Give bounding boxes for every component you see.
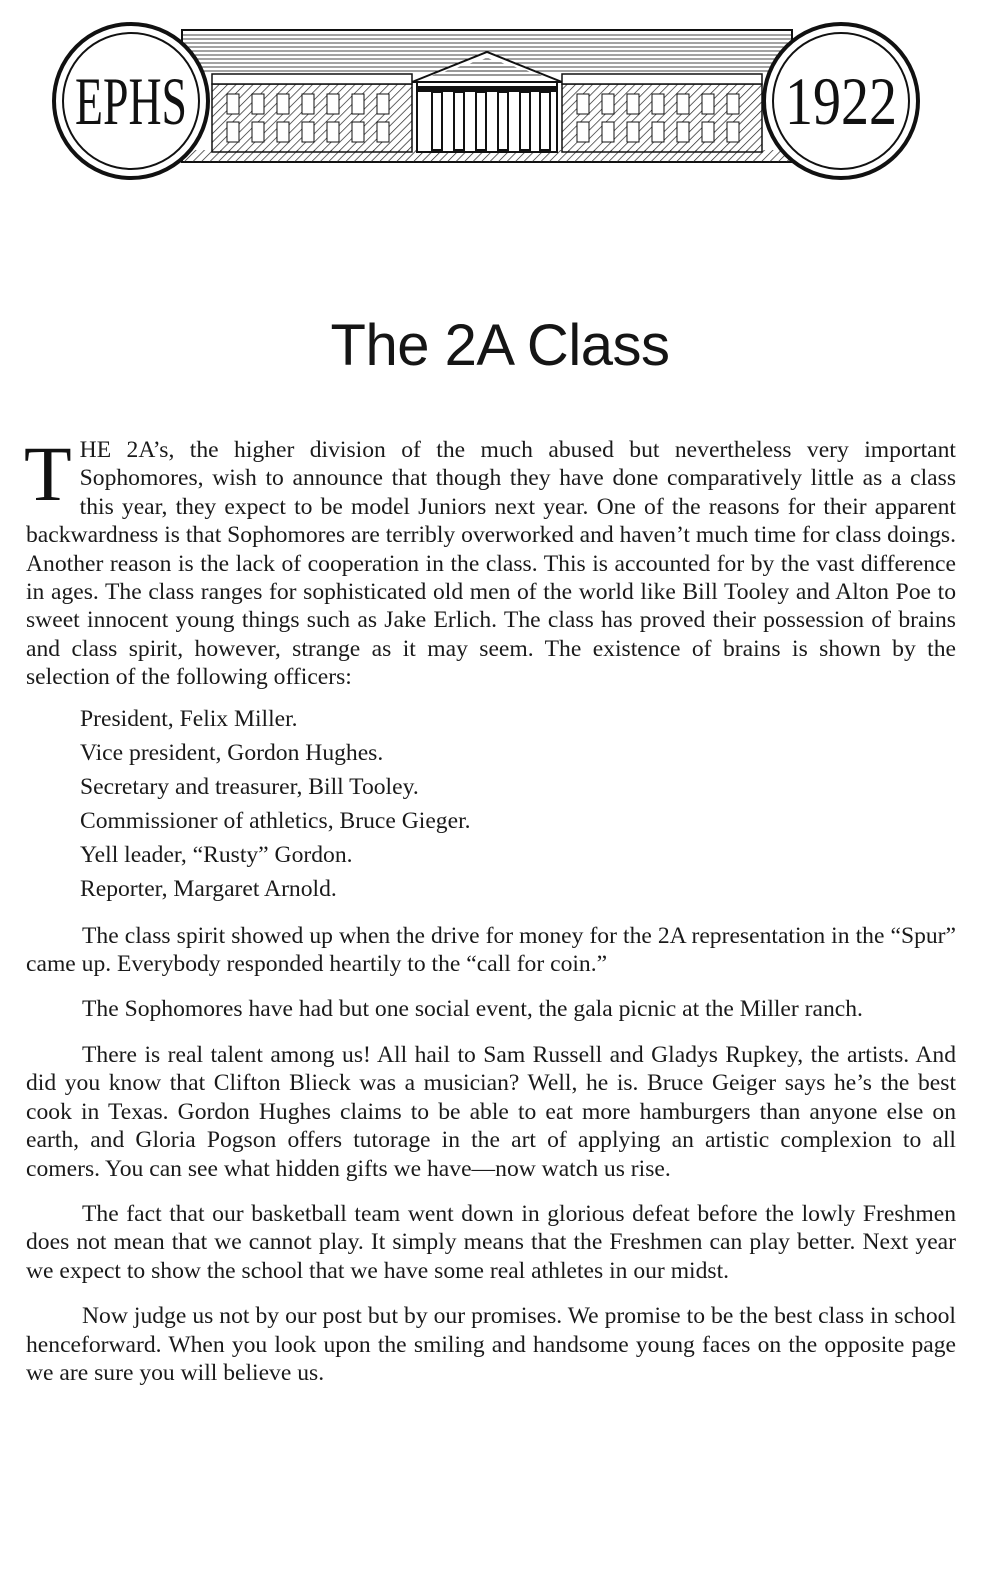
- officer-item: Commissioner of athletics, Bruce Gieger.: [80, 807, 471, 834]
- left-monogram: EPHS: [75, 63, 187, 139]
- intro-text: HE 2A’s, the higher division of the much abused but nevertheless very important Sophomores, wish to announce that though they have done comparatively little as a class this year, they expect to be model Juniors next year. One of the reasons for their apparent backwardness is that Sophomores are terribly overworked and haven’t much time for class doings. Another reason is the lack of cooperation in the class. This is accounted for by the vast difference in ages. The class ranges for sophisticated old men of the world like Bill Tooley and Alton Poe to sweet innocent young things such as Jake Erlich. The class has proved their possession of brains and class spirit, however, strange as it may seem. The existence of brains is shown by the selection of the following officers:: [26, 437, 956, 691]
- right-monogram: 1922: [785, 63, 897, 139]
- officer-item: Vice president, Gordon Hughes.: [80, 739, 384, 766]
- officer-item: Yell leader, “Rusty” Gordon.: [80, 841, 353, 868]
- paragraph-basketball: The fact that our basketball team went down in glorious defeat before the lowly Freshmen does not mean that we cannot play. It simply means that the Freshmen can play better. Next year we expect to show the school that we have some real athletes in our midst.: [26, 1200, 956, 1284]
- officers-list: [80, 702, 956, 906]
- school-building-engraving: [52, 22, 920, 180]
- paragraph-promises: Now judge us not by our post but by our promises. We promise to be the best class in school henceforward. When you look upon the smiling and handsome young faces on the opposite page we are sure you will believe us.: [26, 1303, 956, 1386]
- officer-item: Secretary and treasurer, Bill Tooley.: [80, 773, 419, 800]
- officer-item: President, Felix Miller.: [80, 705, 298, 732]
- page-banner: [52, 22, 920, 180]
- paragraph-social-event: The Sophomores have had but one social event, the gala picnic at the Miller ranch.: [82, 996, 863, 1023]
- page-title: The 2A Class: [330, 313, 670, 378]
- paragraph-class-spirit: The class spirit showed up when the drive for money for the 2A representation in the “Spur” came up. Everybody responded heartily to the “call for coin.”: [26, 922, 956, 978]
- paragraph-talent: There is real talent among us! All hail to Sam Russell and Gladys Rupkey, the artists. And did you know that Clifton Blieck was a musician? Well, he is. Bruce Geiger says he’s the best cook in Texas. Gordon Hughes claims to be able to eat more hamburgers than anyone else on earth, and Gloria Pogson offers tutorage in the art of applying an artistic complexion to all comers. You can see what hidden gifts we have—now watch us rise.: [26, 1041, 956, 1182]
- intro-paragraph: [24, 430, 956, 692]
- drop-cap: T: [24, 430, 72, 517]
- officer-item: Reporter, Margaret Arnold.: [80, 875, 337, 902]
- article-body: [24, 430, 956, 1404]
